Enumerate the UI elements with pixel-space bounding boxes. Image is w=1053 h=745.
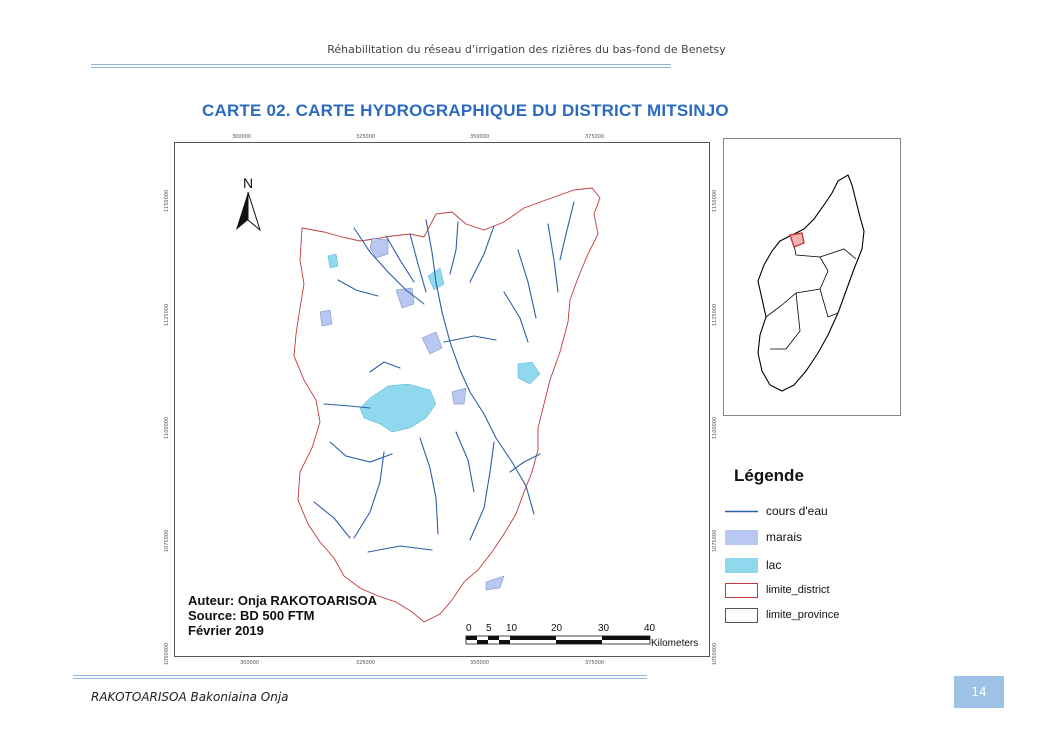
tick-bottom: 350000 xyxy=(470,660,490,666)
province-boundary-swatch xyxy=(725,608,758,623)
marsh-area xyxy=(486,576,504,590)
credit-date: Février 2019 xyxy=(188,623,264,638)
lake-swatch xyxy=(725,558,758,573)
scale-unit: Kilometers xyxy=(651,638,699,649)
legend-item xyxy=(725,556,781,574)
scale-label: 0 xyxy=(466,623,472,634)
tick-right: 1075000 xyxy=(712,529,719,553)
legend-item xyxy=(725,528,802,546)
river-line-icon xyxy=(725,504,758,519)
marsh-swatch xyxy=(725,530,758,545)
tick-bottom: 325000 xyxy=(356,660,376,666)
page-number-badge: 14 xyxy=(954,676,1004,708)
province-boundary xyxy=(758,175,864,391)
tick-left: 1075000 xyxy=(164,529,171,553)
tick-top: 375000 xyxy=(585,134,605,140)
footer-author: RAKOTOARISOA Bakoniaina Onja xyxy=(91,690,289,704)
header-rule xyxy=(91,64,671,65)
scale-label: 40 xyxy=(644,623,656,634)
tick-left: 1125000 xyxy=(164,303,171,327)
legend-label: limite_province xyxy=(766,609,840,621)
tick-right: 1100000 xyxy=(712,416,719,440)
legend-label: cours d'eau xyxy=(766,504,828,518)
tick-right: 1125000 xyxy=(712,303,719,327)
legend-item xyxy=(725,581,830,599)
tick-left: 1150000 xyxy=(164,189,171,213)
district-map xyxy=(174,142,708,655)
scale-label: 20 xyxy=(551,623,563,634)
tick-right: 1050000 xyxy=(712,642,719,666)
scale-label: 30 xyxy=(598,623,610,634)
tick-top: 300000 xyxy=(232,134,252,140)
legend-title: Légende xyxy=(734,466,804,485)
scale-label: 10 xyxy=(506,623,518,634)
tick-left: 1100000 xyxy=(164,416,171,440)
credit-author: Auteur: Onja RAKOTOARISOA xyxy=(188,593,377,608)
tick-top: 325000 xyxy=(356,134,376,140)
legend-item xyxy=(725,606,839,624)
document-header: Réhabilitation du réseau d’irrigation des rizières du bas-fond de Benetsy xyxy=(327,43,726,56)
legend-label: marais xyxy=(766,530,803,544)
lake-area xyxy=(328,254,338,268)
legend-label: lac xyxy=(766,558,782,572)
legend-item xyxy=(725,502,828,520)
legend-label: limite_district xyxy=(766,584,830,596)
district-boundary-swatch xyxy=(725,583,758,598)
north-label: N xyxy=(242,175,254,191)
credit-source: Source: BD 500 FTM xyxy=(188,608,315,623)
tick-bottom: 300000 xyxy=(240,660,260,666)
marsh-area xyxy=(320,310,332,326)
madagascar-inset-map xyxy=(724,139,900,415)
footer-rule xyxy=(73,678,647,679)
map-credits xyxy=(188,593,377,638)
footer-rule xyxy=(73,675,647,676)
tick-bottom: 375000 xyxy=(585,660,605,666)
tick-left: 1050000 xyxy=(164,642,171,666)
tick-right: 1150000 xyxy=(712,189,719,213)
scale-label: 5 xyxy=(486,623,492,634)
district-highlight xyxy=(790,233,804,247)
map-title: CARTE 02. CARTE HYDROGRAPHIQUE DU DISTRICT MITSINJO xyxy=(202,101,729,120)
scale-bar xyxy=(466,636,656,646)
tick-top: 350000 xyxy=(470,134,490,140)
header-rule xyxy=(91,67,671,68)
